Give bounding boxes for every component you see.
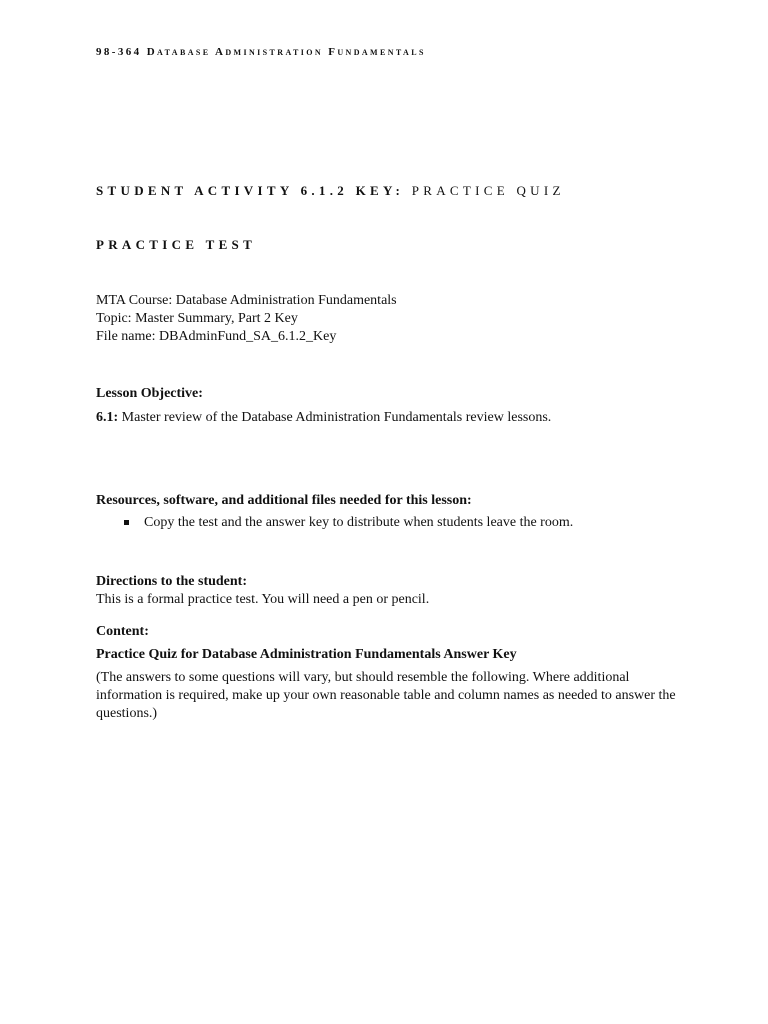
answer-note: (The answers to some questions will vary, but should resemble the following. Where additional information is required, make up your own reasonable table and column names as needed to answer the questions.)	[96, 670, 676, 721]
content-heading: Content:	[96, 624, 149, 639]
activity-title	[96, 183, 565, 199]
resources-section	[96, 492, 573, 532]
meta-topic: Topic: Master Summary, Part 2 Key	[96, 311, 298, 326]
content-section	[96, 623, 686, 723]
directions-section	[96, 573, 429, 609]
meta-course: MTA Course: Database Administration Fundamentals	[96, 293, 397, 308]
list-item	[120, 514, 573, 532]
objective-heading: Lesson Objective:	[96, 386, 203, 401]
objective-text: Master review of the Database Administration Fundamentals review lessons.	[118, 410, 552, 425]
resources-heading: Resources, software, and additional files needed for this lesson:	[96, 493, 472, 508]
square-bullet-icon	[124, 520, 129, 525]
objective-number: 6.1:	[96, 410, 119, 425]
running-header: 98-364 Database Administration Fundamentals	[96, 46, 426, 58]
activity-title-rest: PRACTICE QUIZ	[411, 183, 565, 198]
resource-item-text: Copy the test and the answer key to distribute when students leave the room.	[144, 515, 574, 530]
resources-list	[96, 514, 573, 532]
course-meta	[96, 292, 397, 346]
lesson-objective	[96, 385, 551, 427]
meta-file-name: File name: DBAdminFund_SA_6.1.2_Key	[96, 329, 337, 344]
directions-text: This is a formal practice test. You will need a pen or pencil.	[96, 592, 430, 607]
section-title: PRACTICE TEST	[96, 237, 257, 252]
quiz-title: Practice Quiz for Database Administration Fundamentals Answer Key	[96, 647, 517, 662]
directions-heading: Directions to the student:	[96, 574, 248, 589]
activity-title-bold: STUDENT ACTIVITY 6.1.2 KEY:	[96, 183, 412, 198]
objective-line	[96, 409, 551, 427]
